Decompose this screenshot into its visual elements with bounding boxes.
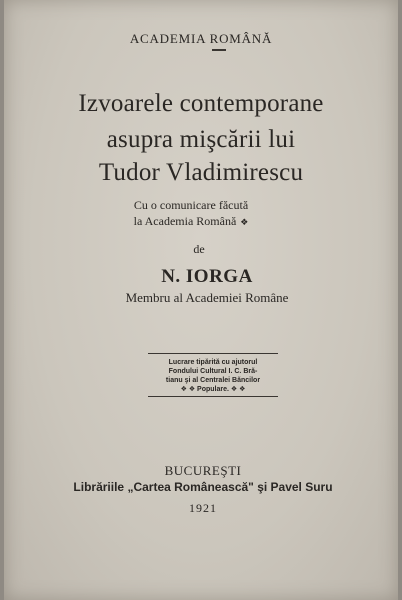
byline-de: de: [193, 242, 205, 256]
funding-note-line-4: ❖ ❖ Populare. ❖ ❖: [180, 386, 246, 393]
subtitle-line-2: [0, 214, 388, 230]
header-rule: [212, 49, 226, 51]
author-name: N. IORGA: [161, 266, 253, 287]
title-line-1: Izvoarele contemporane: [78, 90, 324, 117]
academy-header: ACADEMIA ROMÂNĂ: [129, 31, 273, 46]
author-affiliation: Membru al Academiei Române: [125, 290, 289, 305]
imprint-city: BUCUREŞTI: [164, 463, 242, 478]
funding-note-line-3: tianu şi al Centralei Băncilor: [165, 377, 261, 384]
funding-note-line-1: Lucrare tipărită cu ajutorul: [168, 359, 258, 366]
subtitle-line-2-text: la Academia Română: [133, 214, 237, 228]
title-line-2: asupra mişcării lui: [106, 126, 296, 153]
title-line-3: Tudor Vladimirescu: [98, 159, 304, 186]
subtitle-line-1: Cu o comunicare făcută: [133, 198, 249, 212]
ornament-icon: ❖: [240, 217, 249, 227]
title-page: [4, 0, 398, 600]
funding-note: [148, 353, 278, 397]
imprint-year: 1921: [189, 501, 217, 515]
imprint-publisher: Librăriile „Cartea Românească" şi Pavel Suru: [73, 480, 333, 494]
funding-note-line-2: Fondului Cultural I. C. Bră-: [168, 368, 258, 375]
